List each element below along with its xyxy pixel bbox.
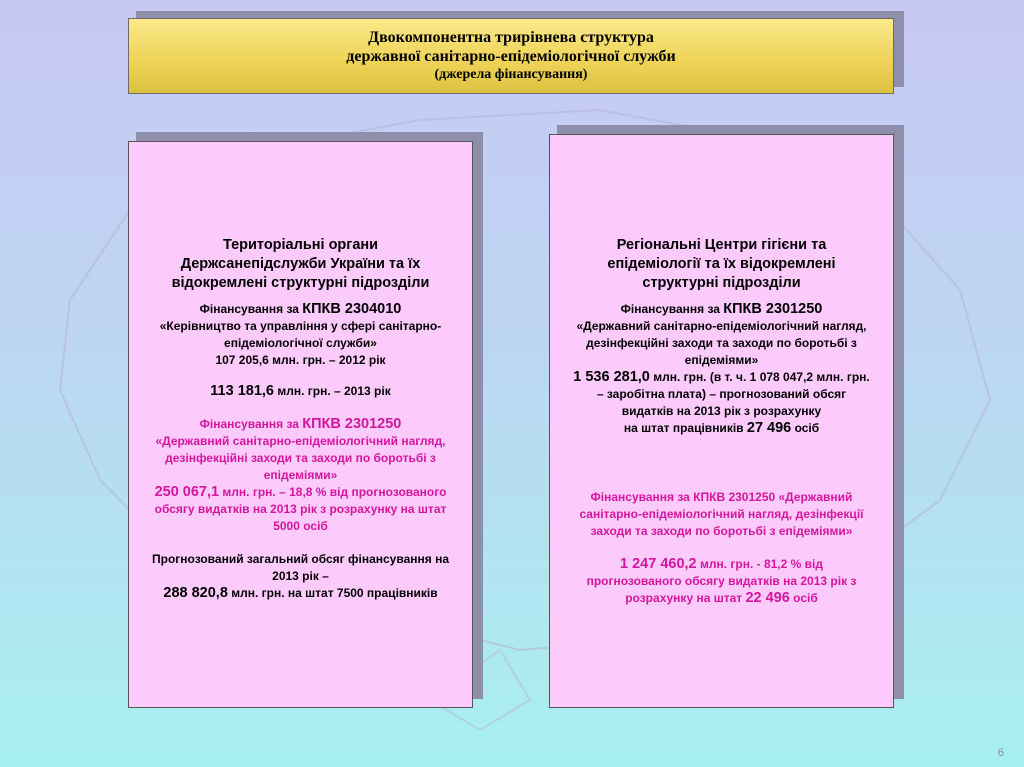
left-funding-2: Фінансування за КПКВ 2301250 «Державний санітарно-епідеміологічний нагляд, дезінфекційні заходи та заходи по боротьбі з епідеміями»: [155, 416, 446, 482]
right-heading: Регіональні Центри гігієни та епідеміології та їх відокремлені структурні підрозділи: [607, 237, 836, 291]
right-funding-2: Фінансування за КПКВ 2301250 «Державний санітарно-епідеміологічний нагляд, дезінфекції заходи та заходи по боротьбі з епідеміями»: [579, 490, 864, 538]
right-funding-2-amount: 1 247 460,2 млн. грн. - 81,2 % від прогнозованого обсягу видатків на 2013 рік з розрахунку на штат 22 496 осіб: [586, 556, 857, 606]
left-heading: Територіальні органи Держсанепідслужби України та їх відокремлені структурні підрозділи: [171, 237, 430, 291]
left-kpkv-2301250: КПКВ 2301250: [302, 416, 402, 432]
slide-title: [128, 18, 894, 94]
regional-centres-panel: [549, 134, 894, 708]
title-line-3: (джерела фінансування): [434, 67, 588, 82]
left-funding-2012: 107 205,6 млн. грн. – 2012 рік: [215, 353, 386, 367]
territorial-bodies-panel: [128, 141, 473, 708]
slide-number: 6: [997, 747, 1004, 759]
left-funding-2-amount: 250 067,1 млн. грн. – 18,8 % від прогнозованого обсягу видатків на 2013 рік з розрахунку на штат 5000 осіб: [154, 484, 447, 533]
title-line-1: Двокомпонентна трирівнева структура: [368, 29, 654, 46]
left-funding-2013: 113 181,6 млн. грн. – 2013 рік: [210, 383, 391, 399]
right-funding-1: Фінансування за КПКВ 2301250 «Державний санітарно-епідеміологічний нагляд, дезінфекційні заходи та заходи по боротьбі з епідеміями» 1 536 281,0 млн. грн. (в т. ч. 1 078 047,2 млн. грн. – заробітна плата) – прогнозований обсяг видатків на 2013 рік з розрахунку на штат працівників 27 496 осіб: [573, 301, 870, 436]
left-kpkv-2304010: КПКВ 2304010: [302, 301, 402, 317]
left-funding-1: Фінансування за КПКВ 2304010 «Керівництво та управління у сфері санітарно- епідеміологічної служби» 107 205,6 млн. грн. – 2012 рік: [135, 301, 466, 369]
right-kpkv-2301250: КПКВ 2301250: [723, 301, 823, 317]
title-line-2: державної санітарно-епідеміологічної служби: [346, 48, 676, 65]
left-total: Прогнозований загальний обсяг фінансування на 2013 рік – 288 820,8 млн. грн. на штат 7500 працівників: [151, 552, 449, 601]
